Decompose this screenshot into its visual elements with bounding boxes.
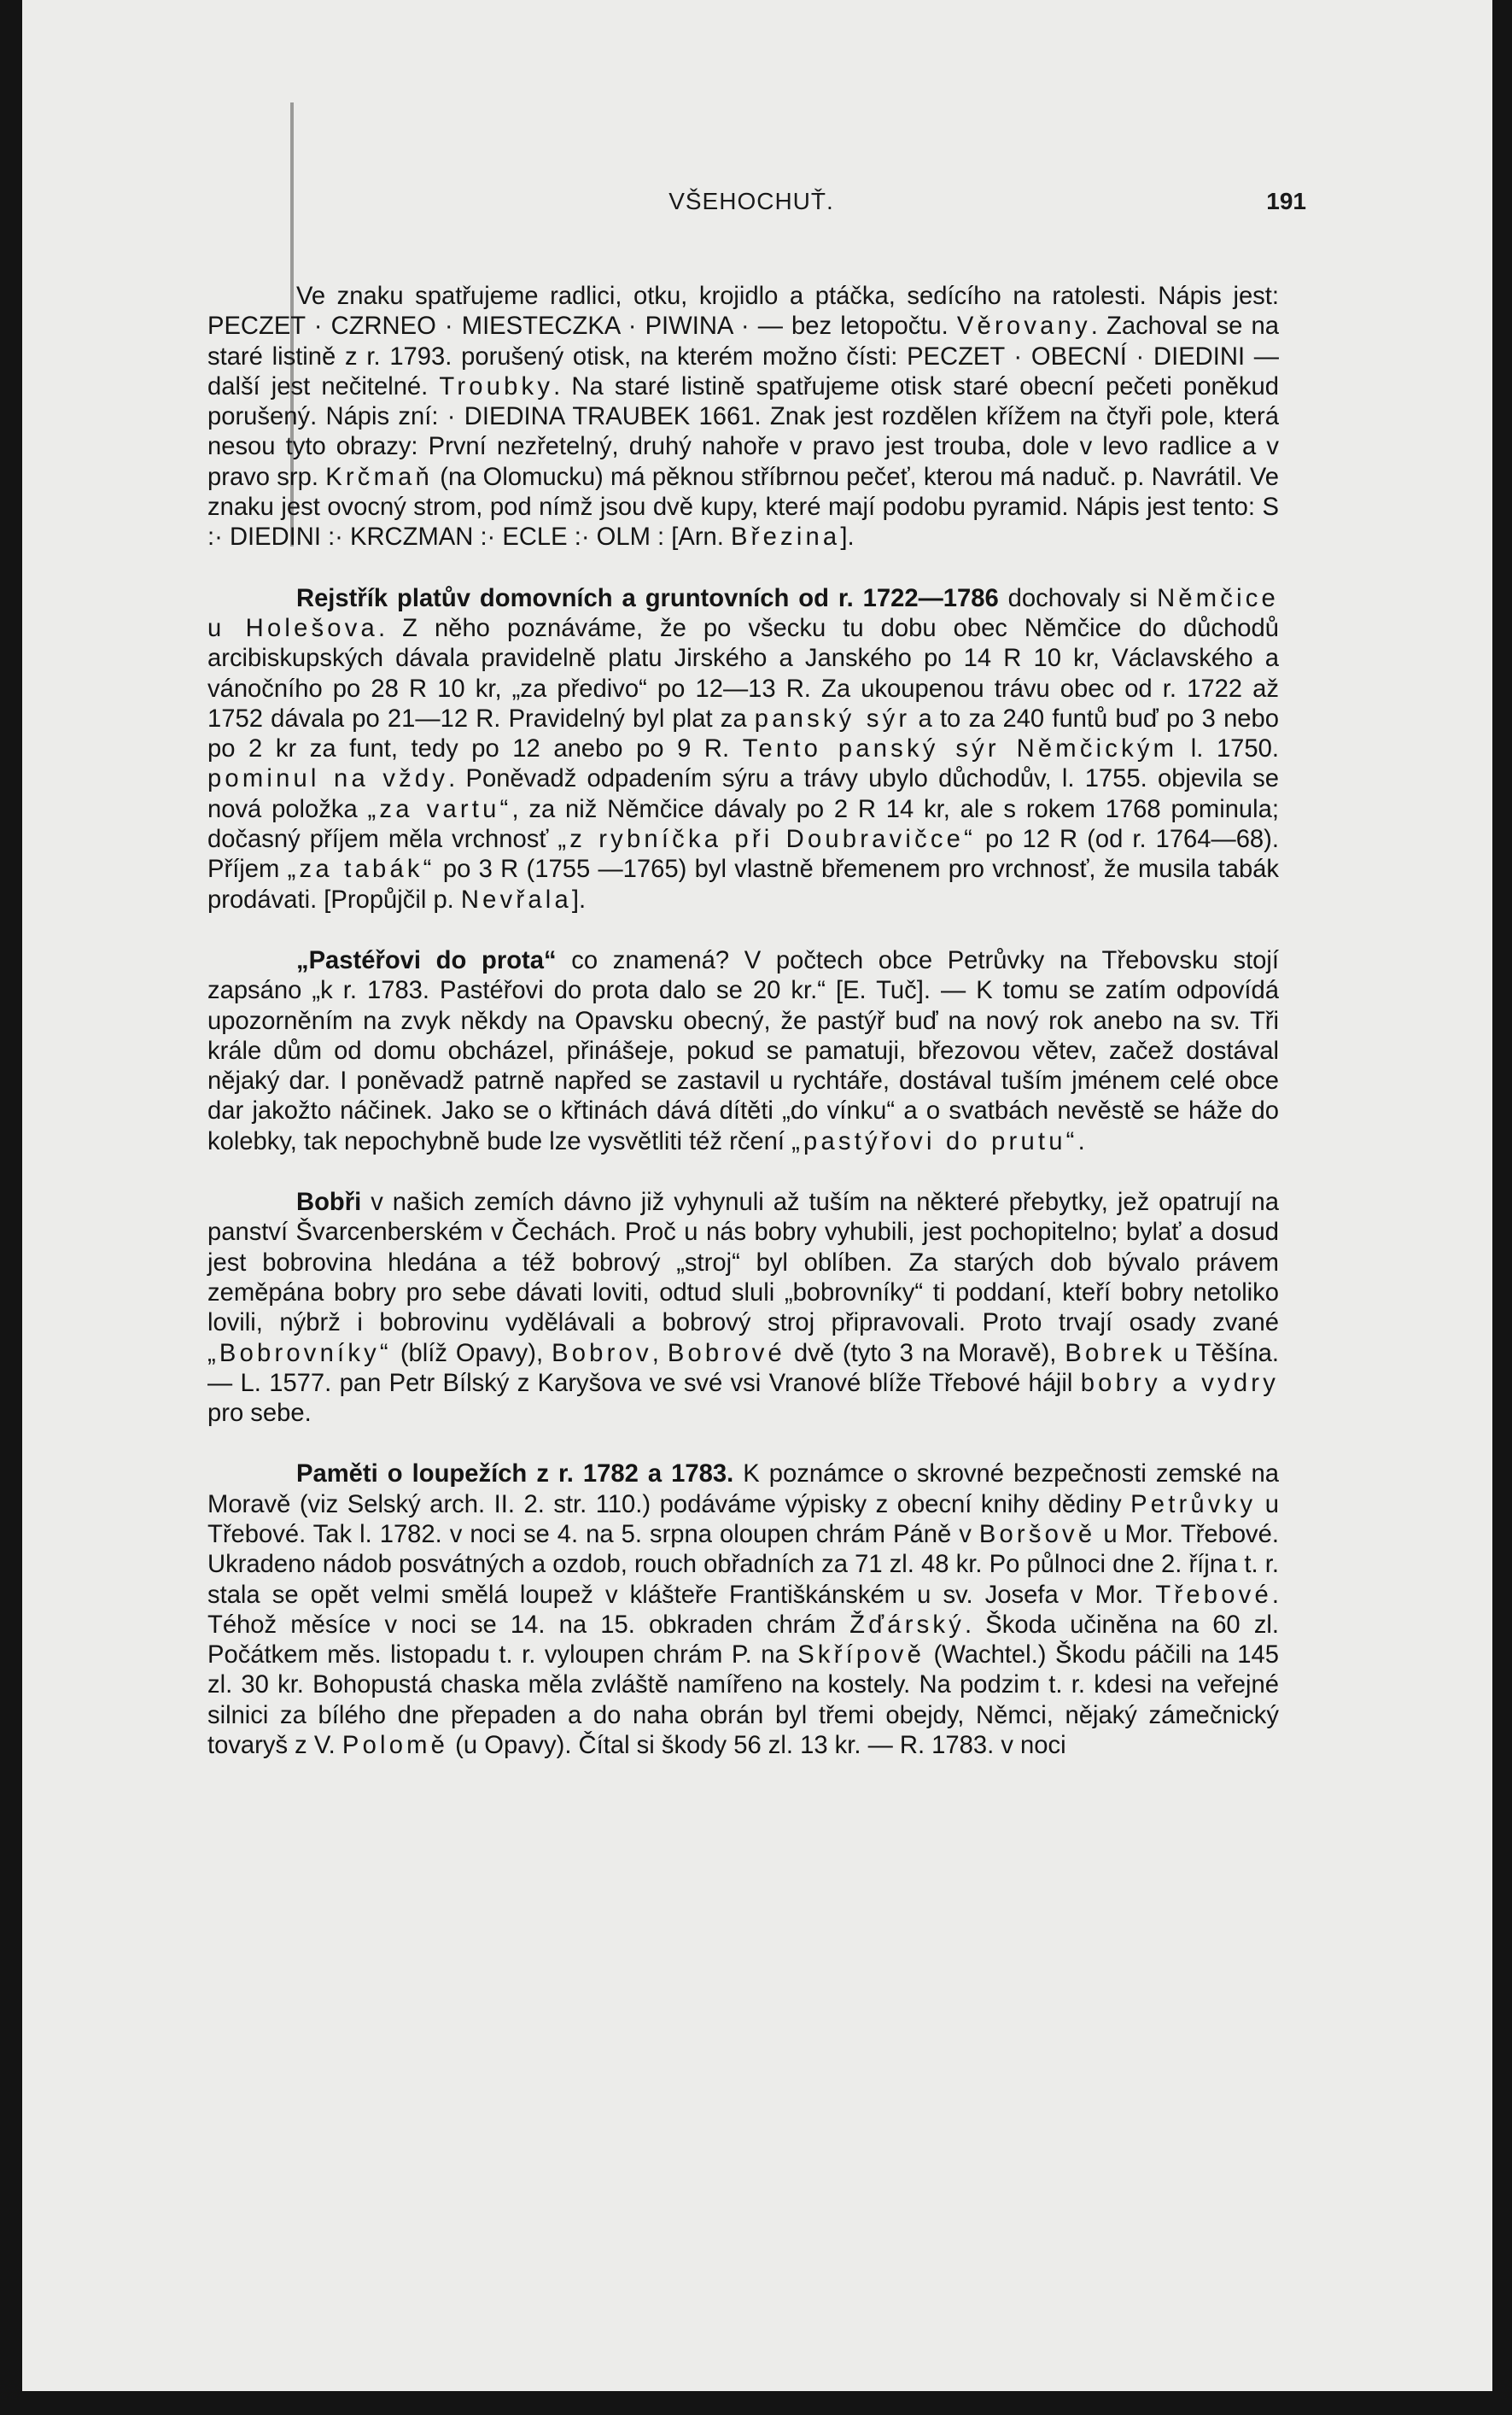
text-run: . <box>1077 1127 1085 1155</box>
spaced-name: Polomě <box>342 1732 449 1760</box>
running-title: VŠEHOCHUŤ. <box>668 188 834 214</box>
spaced-name: „za vartu“ <box>367 795 512 823</box>
spaced-name: „za tabák“ <box>287 856 435 884</box>
spaced-name: Troubky <box>439 372 554 401</box>
text-run: (blíž Opavy), <box>391 1339 552 1367</box>
text-run: ]. <box>571 886 587 914</box>
paragraph-beavers <box>207 1188 1279 1429</box>
spaced-name: Skřípově <box>797 1641 925 1669</box>
text-run: l. 1750. <box>1177 735 1279 763</box>
spaced-name: pominul na vždy <box>207 765 449 793</box>
text-run: . Poněvadž odpadením sýru a trávy ubylo důchodův, l. 1755. objevila se nová položka <box>207 765 1279 823</box>
spaced-name: Nevřala <box>460 886 572 914</box>
text-run: dvě (tyto 3 na Moravě), <box>785 1339 1065 1367</box>
scan-edge-right <box>1492 0 1512 2415</box>
spaced-name: panský sýr <box>754 705 911 733</box>
text-run: (Wachtel.) Škodu páčili na 145 zl. 30 kr. Bohopustá chaska měla zvláště namířeno na kostely. Na podzim t. r. kdesi na veřejné silnici za bílého dne přepaden a do naha obrán byl třemi obejdy, Němci, nějaký zámečnický tovaryš z V. <box>207 1641 1279 1760</box>
page-number: 191 <box>1266 188 1306 214</box>
section-lead: Rejstřík platův domovních a gruntovních od r. 1722—1786 <box>296 584 999 612</box>
spaced-name: Bobrové <box>667 1339 785 1367</box>
section-lead: „Pastéřovi do prota“ <box>296 946 557 974</box>
text-run: pro sebe. <box>207 1400 312 1428</box>
page-header <box>0 188 1512 222</box>
text-run: a to za 240 funtů buď po 3 nebo po 2 kr za funt, tedy po 12 anebo po 9 R. <box>207 705 1280 763</box>
text-run: , <box>651 1339 668 1367</box>
text-run: u Třebové. Tak l. 1782. v noci se 4. na 5. srpna oloupen chrám Páně v <box>207 1490 1279 1548</box>
spaced-name: „z rybníčka při Doubravičce“ <box>558 826 977 854</box>
paragraph-robberies <box>207 1459 1279 1761</box>
spaced-name: Bobrek <box>1065 1339 1166 1367</box>
spaced-name: Boršově <box>978 1520 1096 1548</box>
text-run: Ve znaku spatřujeme radlici, otku, krojidlo a ptáčka, sedícího na ratolesti. Nápis jest: PECZET · CZRNEO · MIESTECZKA · PIWINA · — bez letopočtu. <box>207 283 1279 341</box>
text-run: (u Opavy). Čítal si škody 56 zl. 13 kr. — R. 1783. v noci <box>448 1732 1066 1760</box>
paragraph-register <box>207 584 1279 915</box>
text-run: co znamená? V počtech obce Petrůvky na Třebovsku stojí zapsáno „k r. 1783. Pastéřovi do prota dalo se 20 kr.“ [E. Tuč]. — K tomu se zatím odpovídá upozorněním na zvyk někdy na Opavsku obecný, že pastýř buď na nový rok anebo na sv. Tři krále dům od domu obcházel, přinášeje, pokud se pamatuji, březovou větev, začež dostával nějaký dar. I poněvadž patrně napřed se zastavil u rychtáře, dostával tuším jménem celé obce dar jakožto náčinek. Jako se o křtinách dává dítěti „do vínku“ a o svatbách nevěstě se háže do kolebky, tak nepochybně bude lze vysvětliti též rčení <box>207 946 1279 1155</box>
text-run: v našich zemích dávno již vyhynuli až tuším na některé přebytky, jež opatrují na panství Švarcenberském v Čechách. Proč u nás bobry vyhubili, jest pochopitelno; bylať a dosud jest bobrovina hledána a též bobrový „stroj“ byl oblíben. Za starých dob bývalo právem zeměpána bobry pro sebe dávati loviti, odtud sluli „bobrovníky“ ti poddaní, kteří bobry netoliko lovili, nýbrž i bobrovinu vydělávali a bobrový stroj připravovali. Proto trvají osady zvané <box>207 1189 1279 1337</box>
text-run: . Zachoval se na staré listině z r. 1793. porušený otisk, na kterém možno čísti: PECZET · OBECNÍ · DIEDINI — další jest nečitelné. <box>207 313 1279 401</box>
paragraph-seals <box>207 282 1279 553</box>
text-run: ]. <box>840 523 855 552</box>
text-run: po 12 R (od r. 1764—68). Příjem <box>207 826 1279 884</box>
text-run: . Z něho poznáváme, že po všecku tu dobu obec Němčice do důchodů arcibiskupských dávala pravidelně platu Jirského a Janského po 14 R 10 kr, Václavského a vánočního po 28 R 10 kr, „za předivo“ po 12—13 R. Za ukoupenou trávu obec od r. 1722 až 1752 dávala po 21—12 R. Pravidelný byl plat za <box>207 614 1279 733</box>
spaced-name: Třebové <box>1155 1581 1272 1609</box>
spaced-name: „Bobrovníky“ <box>207 1339 392 1367</box>
text-run: (na Olomucku) má pěknou stříbrnou pečeť, kterou má naduč. p. Navrátil. Ve znaku jest ovocný strom, pod nímž jsou dvě kupy, které mají podobu pyramid. Nápis jest tento: S :· DIEDINI :· KRCZMAN :· ECLE :· OLM : [Arn. <box>207 463 1280 552</box>
scan-edge-left <box>0 0 22 2415</box>
text-run: . Téhož měsíce v noci se 14. na 15. obkraden chrám <box>207 1581 1279 1639</box>
section-lead: Bobři <box>296 1189 362 1217</box>
text-run: . Škoda učiněna na 60 zl. Počátkem měs. listopadu t. r. vyloupen chrám P. na <box>207 1611 1280 1669</box>
spaced-name: „pastýřovi do prutu“ <box>791 1127 1078 1155</box>
spaced-name: Žďárský <box>849 1611 966 1639</box>
text-run: u Mor. Třebové. Ukradeno nádob posvátných a ozdob, rouch obřadních za 71 zl. 48 kr. Po půlnoci dne 2. října t. r. stala se opět velmi smělá loupež v klášteře Františkánském u sv. Josefa v Mor. <box>207 1520 1279 1609</box>
spaced-name: Tento panský sýr Němčickým <box>742 735 1178 763</box>
scan-edge-bottom <box>0 2391 1512 2415</box>
spaced-name: Krčmaň <box>325 463 433 491</box>
section-lead: Paměti o loupežích z r. 1782 a 1783. <box>296 1460 734 1488</box>
spaced-name: Věrovany <box>956 313 1091 341</box>
text-run: po 3 R (1755 —1765) byl vlastně břemenem pro vrchnosť, že musila tabák prodávati. [Propůjčil p. <box>207 856 1279 914</box>
paragraph-shepherd <box>207 946 1279 1157</box>
text-run: dochovaly si <box>998 584 1158 612</box>
spaced-name: Bobrov <box>552 1339 652 1367</box>
spaced-name: Březina <box>731 523 841 552</box>
text-run: . Na staré listině spatřujeme otisk staré obecní pečeti poněkud porušený. Nápis zní: · DIEDINA TRAUBEK 1661. Znak jest rozdělen křížem na čtyři pole, která nesou tyto obrazy: První nezřetelný, druhý nahoře v pravo jest trouba, dole v levo radlice a v pravo srp. <box>207 372 1279 491</box>
text-run: , za niž Němčice dávaly po 2 R 14 kr, ale s rokem 1768 pominula; dočasný příjem měla vrchnosť <box>207 795 1279 854</box>
spaced-name: Petrůvky <box>1130 1490 1257 1518</box>
spaced-name: bobry a vydry <box>1080 1369 1279 1397</box>
spaced-name: Němčice u Holešova <box>207 584 1279 642</box>
text-run: K poznámce o skrovné bezpečnosti zemské na Moravě (viz Selský arch. II. 2. str. 110.) podáváme výpisky z obecní knihy dědiny <box>207 1460 1279 1518</box>
text-column <box>207 282 1279 1761</box>
text-run: u Těšína. — L. 1577. pan Petr Bílský z Karyšova ve své vsi Vranové blíže Třebové hájil <box>207 1339 1280 1397</box>
